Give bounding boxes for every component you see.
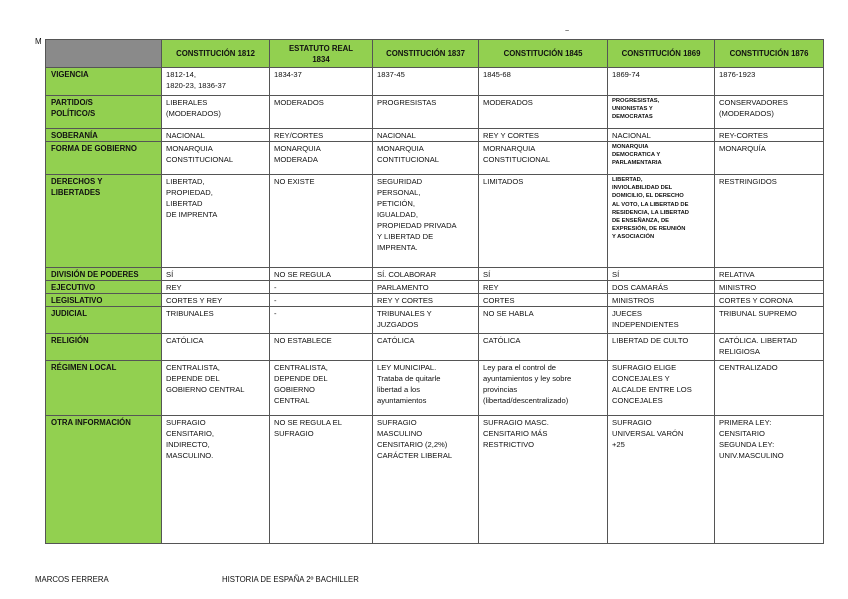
table-cell: NACIONAL (373, 129, 479, 142)
table-cell: CORTES (479, 294, 608, 307)
table-cell: CATÓLICA (162, 334, 270, 361)
table-cell: CATÓLICA (373, 334, 479, 361)
header-1837: CONSTITUCIÓN 1837 (373, 40, 479, 68)
table-cell: Ley para el control de ayuntamientos y ley sobre provincias (libertad/descentralizado) (479, 361, 608, 416)
table-cell: NO SE REGULA (270, 268, 373, 281)
table-cell: PROGRESISTAS, UNIONISTAS Y DEMOCRATAS (608, 96, 715, 129)
row-partidos (46, 96, 824, 129)
row-judicial (46, 307, 824, 334)
table-cell: 1845-68 (479, 68, 608, 96)
row-label: PARTIDO/S POLÍTICO/S (46, 96, 162, 129)
table-cell: CATÓLICA (479, 334, 608, 361)
table-cell: MINISTROS (608, 294, 715, 307)
header-1845: CONSTITUCIÓN 1845 (479, 40, 608, 68)
table-cell: 1834-37 (270, 68, 373, 96)
table-cell: CORTES Y REY (162, 294, 270, 307)
table-cell: TRIBUNALES (162, 307, 270, 334)
table-cell: MONARQUIA DEMOCRATICA Y PARLAMENTARIA (608, 142, 715, 175)
table-cell: MODERADOS (270, 96, 373, 129)
table-cell: 1812-14, 1820-23, 1836-37 (162, 68, 270, 96)
table-cell: 1869-74 (608, 68, 715, 96)
row-forma-gobierno (46, 142, 824, 175)
table-cell: MONARQUIA CONTITUCIONAL (373, 142, 479, 175)
table-cell: MORNARQUIA CONSTITUCIONAL (479, 142, 608, 175)
table-cell: LIBERALES (MODERADOS) (162, 96, 270, 129)
table-cell: - (270, 281, 373, 294)
table-cell: 1876-1923 (715, 68, 824, 96)
table-cell: - (270, 294, 373, 307)
header-1869: CONSTITUCIÓN 1869 (608, 40, 715, 68)
table-cell: NO ESTABLECE (270, 334, 373, 361)
table-cell: SÍ. COLABORAR (373, 268, 479, 281)
row-division-poderes (46, 268, 824, 281)
table-cell: LIBERTAD, PROPIEDAD, LIBERTAD DE IMPRENTA (162, 175, 270, 268)
row-religion (46, 334, 824, 361)
row-legislativo (46, 294, 824, 307)
row-vigencia (46, 68, 824, 96)
table-cell: NO SE HABLA (479, 307, 608, 334)
table-cell: LIMITADOS (479, 175, 608, 268)
row-label: RÉGIMEN LOCAL (46, 361, 162, 416)
table-cell: MODERADOS (479, 96, 608, 129)
row-label: OTRA INFORMACIÓN (46, 416, 162, 544)
table-cell: LIBERTAD DE CULTO (608, 334, 715, 361)
table-cell: DOS CAMARÁS (608, 281, 715, 294)
table-cell: SÍ (479, 268, 608, 281)
table-cell: NO SE REGULA EL SUFRAGIO (270, 416, 373, 544)
row-label: JUDICIAL (46, 307, 162, 334)
row-regimen-local (46, 361, 824, 416)
footer-author: MARCOS FERRERA (35, 575, 109, 584)
row-label: EJECUTIVO (46, 281, 162, 294)
row-derechos (46, 175, 824, 268)
header-1812: CONSTITUCIÓN 1812 (162, 40, 270, 68)
table-cell: PARLAMENTO (373, 281, 479, 294)
row-label: DIVISIÓN DE PODERES (46, 268, 162, 281)
table-cell: REY Y CORTES (373, 294, 479, 307)
row-ejecutivo (46, 281, 824, 294)
table-cell: TRIBUNAL SUPREMO (715, 307, 824, 334)
table-cell: SUFRAGIO MASCULINO CENSITARIO (2,2%) CARÁCTER LIBERAL (373, 416, 479, 544)
table-cell: NO EXISTE (270, 175, 373, 268)
table-cell: SUFRAGIO MASC. CENSITARIO MÁS RESTRICTIVO (479, 416, 608, 544)
row-soberania (46, 129, 824, 142)
table-cell: MONARQUIA MODERADA (270, 142, 373, 175)
header-corner (46, 40, 162, 68)
table-cell: CORTES Y CORONA (715, 294, 824, 307)
constitutions-table (45, 39, 824, 544)
table-cell: RELATIVA (715, 268, 824, 281)
row-label: LEGISLATIVO (46, 294, 162, 307)
table-cell: CONSERVADORES (MODERADOS) (715, 96, 824, 129)
table-cell: CENTRALIZADO (715, 361, 824, 416)
table-cell: CATÓLICA. LIBERTAD RELIGIOSA (715, 334, 824, 361)
footer-subject: HISTORIA DE ESPAÑA 2º BACHILLER (222, 575, 359, 584)
stray-mark: ~ (565, 28, 570, 35)
table-cell: TRIBUNALES Y JUZGADOS (373, 307, 479, 334)
table-cell: REY (162, 281, 270, 294)
table-cell: LEY MUNICIPAL. Trataba de quitarle libertad a los ayuntamientos (373, 361, 479, 416)
table-cell: RESTRINGIDOS (715, 175, 824, 268)
row-label: RELIGIÓN (46, 334, 162, 361)
table-cell: NACIONAL (162, 129, 270, 142)
table-cell: SUFRAGIO CENSITARIO, INDIRECTO, MASCULINO. (162, 416, 270, 544)
table-cell: REY (479, 281, 608, 294)
header-1876: CONSTITUCIÓN 1876 (715, 40, 824, 68)
table-cell: LIBERTAD, INVIOLABILIDAD DEL DOMICILIO, EL DERECHO AL VOTO, LA LIBERTAD DE RESIDENCIA, LA LIBERTAD DE ENSEÑANZA, DE EXPRESIÓN, DE REUNIÓN Y ASOCIACIÓN (608, 175, 715, 268)
table-cell: 1837-45 (373, 68, 479, 96)
table-cell: REY/CORTES (270, 129, 373, 142)
table-cell: MONARQUÍA (715, 142, 824, 175)
table-cell: - (270, 307, 373, 334)
table-cell: SUFRAGIO UNIVERSAL VARÓN +25 (608, 416, 715, 544)
row-label: DERECHOS Y LIBERTADES (46, 175, 162, 268)
stray-letter: M (35, 37, 42, 46)
table-cell: MINISTRO (715, 281, 824, 294)
table-cell: PROGRESISTAS (373, 96, 479, 129)
row-label: SOBERANÍA (46, 129, 162, 142)
table-cell: JUECES INDEPENDIENTES (608, 307, 715, 334)
table-cell: REY Y CORTES (479, 129, 608, 142)
table-cell: CENTRALISTA, DEPENDE DEL GOBIERNO CENTRAL (270, 361, 373, 416)
table-header-row (46, 40, 824, 68)
row-label: VIGENCIA (46, 68, 162, 96)
table-cell: REY-CORTES (715, 129, 824, 142)
header-1834: ESTATUTO REAL 1834 (270, 40, 373, 68)
table-cell: SÍ (162, 268, 270, 281)
table-cell: SEGURIDAD PERSONAL, PETICIÓN, IGUALDAD, PROPIEDAD PRIVADA Y LIBERTAD DE IMPRENTA. (373, 175, 479, 268)
table-cell: SÍ (608, 268, 715, 281)
table-cell: MONARQUIA CONSTITUCIONAL (162, 142, 270, 175)
table-cell: CENTRALISTA, DEPENDE DEL GOBIERNO CENTRAL (162, 361, 270, 416)
row-label: FORMA DE GOBIERNO (46, 142, 162, 175)
table-cell: PRIMERA LEY: CENSITARIO SEGUNDA LEY: UNIV.MASCULINO (715, 416, 824, 544)
table-cell: NACIONAL (608, 129, 715, 142)
table-cell: SUFRAGIO ELIGE CONCEJALES Y ALCALDE ENTRE LOS CONCEJALES (608, 361, 715, 416)
row-otra-informacion (46, 416, 824, 544)
